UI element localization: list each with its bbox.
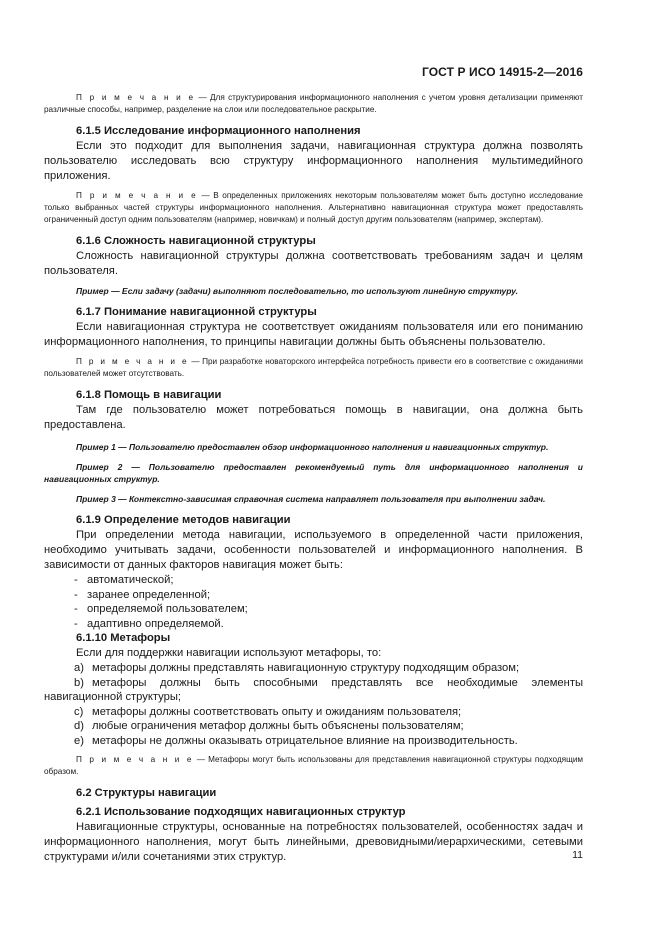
page-content	[44, 92, 583, 865]
list-item: b) метафоры должны быть способными представлять все необходимые элементы навигационной структуры;	[44, 676, 583, 703]
list-item: e) метафоры не должны оказывать отрицательное влияние на производительность.	[74, 734, 518, 747]
note-text: — Метафоры могут быть использованы для представления навигационной структуры подходящим образом.	[44, 755, 584, 776]
paragraph-6-1-9: При определении метода навигации, используемого в определенной части приложения, необходимо учитывать задачи, особенности пользователей и информационного наполнения. В зависимости от данных факторов навигация может быть:	[44, 529, 583, 571]
note-label: П р и м е ч а н и е	[76, 755, 194, 764]
note-text: — Для структурирования информационного наполнения с учетом уровня детализации применяют различные способы, например, разделение на слои или последовательное раскрытие.	[44, 93, 583, 114]
list-item: a) метафоры должны представлять навигационную структуру подходящим образом;	[74, 662, 520, 674]
section-heading-6-1-10: 6.1.10 Метафоры	[76, 632, 171, 644]
list-item: c) метафоры должны соответствовать опыту и ожиданиям пользователя;	[74, 705, 462, 718]
note-paragraph	[44, 92, 583, 116]
paragraph-6-1-10: Если для поддержки навигации используют метафоры, то:	[76, 647, 382, 659]
note-label: П р и м е ч а н и е	[76, 357, 189, 366]
note-label: П р и м е ч а н и е	[76, 93, 196, 102]
example-paragraph: Пример 3 — Контекстно-зависимая справочная система направляет пользователя при выполнении задач.	[76, 494, 546, 504]
paragraph-6-2-1: Навигационные структуры, основанные на потребностях пользователей, особенностях задач и информационного наполнения, могут быть линейными, древовидными/иерархическими, сетевыми структурами и/или сочетаниями этих структур.	[44, 821, 583, 863]
section-heading-6-1-7: 6.1.7 Понимание навигационной структуры	[76, 306, 317, 318]
page-number: 11	[572, 849, 583, 861]
example-paragraph: Пример 1 — Пользователю предоставлен обзор информационного наполнения и навигационных структур.	[76, 442, 549, 452]
example-paragraph: Пример 2 — Пользователю предоставлен рекомендуемый путь для информационного наполнения и навигационных структур.	[44, 462, 583, 484]
note-text: — При разработке новаторского интерфейса потребность привести его в соответствие с ожиданиями пользователей может отсутствовать.	[44, 357, 583, 378]
section-heading-6-1-5: 6.1.5 Исследование информационного наполнения	[76, 125, 361, 137]
list-item: d) любые ограничения метафор должны быть объяснены пользователям;	[74, 720, 464, 732]
paragraph-6-1-5: Если это подходит для выполнения задачи, навигационная структура должна позволять пользователю исследовать всю структуру информационного наполнения мультимедийного приложения.	[44, 140, 583, 182]
section-heading-6-2-1: 6.2.1 Использование подходящих навигационных структур	[76, 806, 406, 818]
note-text: — В определенных приложениях некоторым пользователям может быть доступно исследование только выбранных частей структуры информационного наполнения. Альтернативно навигационная структура может предоставлять ограниченный доступ одним пользователям (например, новичкам) и полный доступ другим пользователям (например, экспертам).	[44, 191, 583, 224]
note-paragraph	[44, 754, 583, 778]
note-paragraph	[44, 356, 583, 380]
section-heading-6-2: 6.2 Структуры навигации	[76, 787, 217, 799]
paragraph-6-1-7: Если навигационная структура не соответствует ожиданиям пользователя или его пониманию информационного наполнения, то принципы навигации должны быть объяснены пользователю.	[44, 321, 583, 348]
note-label: П р и м е ч а н и е	[76, 191, 198, 200]
list-item: - заранее определенной;	[74, 588, 211, 601]
standard-header: ГОСТ Р ИСО 14915-2—2016	[421, 65, 583, 79]
list-item: - автоматической;	[74, 574, 174, 586]
section-heading-6-1-8: 6.1.8 Помощь в навигации	[76, 389, 222, 401]
paragraph-6-1-8: Там где пользователю может потребоваться помощь в навигации, она должна быть предоставлена.	[44, 404, 583, 431]
section-heading-6-1-9: 6.1.9 Определение методов навигации	[76, 514, 291, 526]
note-paragraph	[44, 190, 583, 226]
section-heading-6-1-6: 6.1.6 Сложность навигационной структуры	[76, 235, 316, 247]
list-item: - определяемой пользователем;	[74, 603, 248, 615]
list-item: - адаптивно определяемой.	[74, 617, 224, 630]
paragraph-6-1-6: Сложность навигационной структуры должна соответствовать требованиям задач и целям пользователя.	[44, 250, 583, 277]
example-paragraph: Пример — Если задачу (задачи) выполняют последовательно, то используют линейную структуру.	[76, 286, 519, 296]
